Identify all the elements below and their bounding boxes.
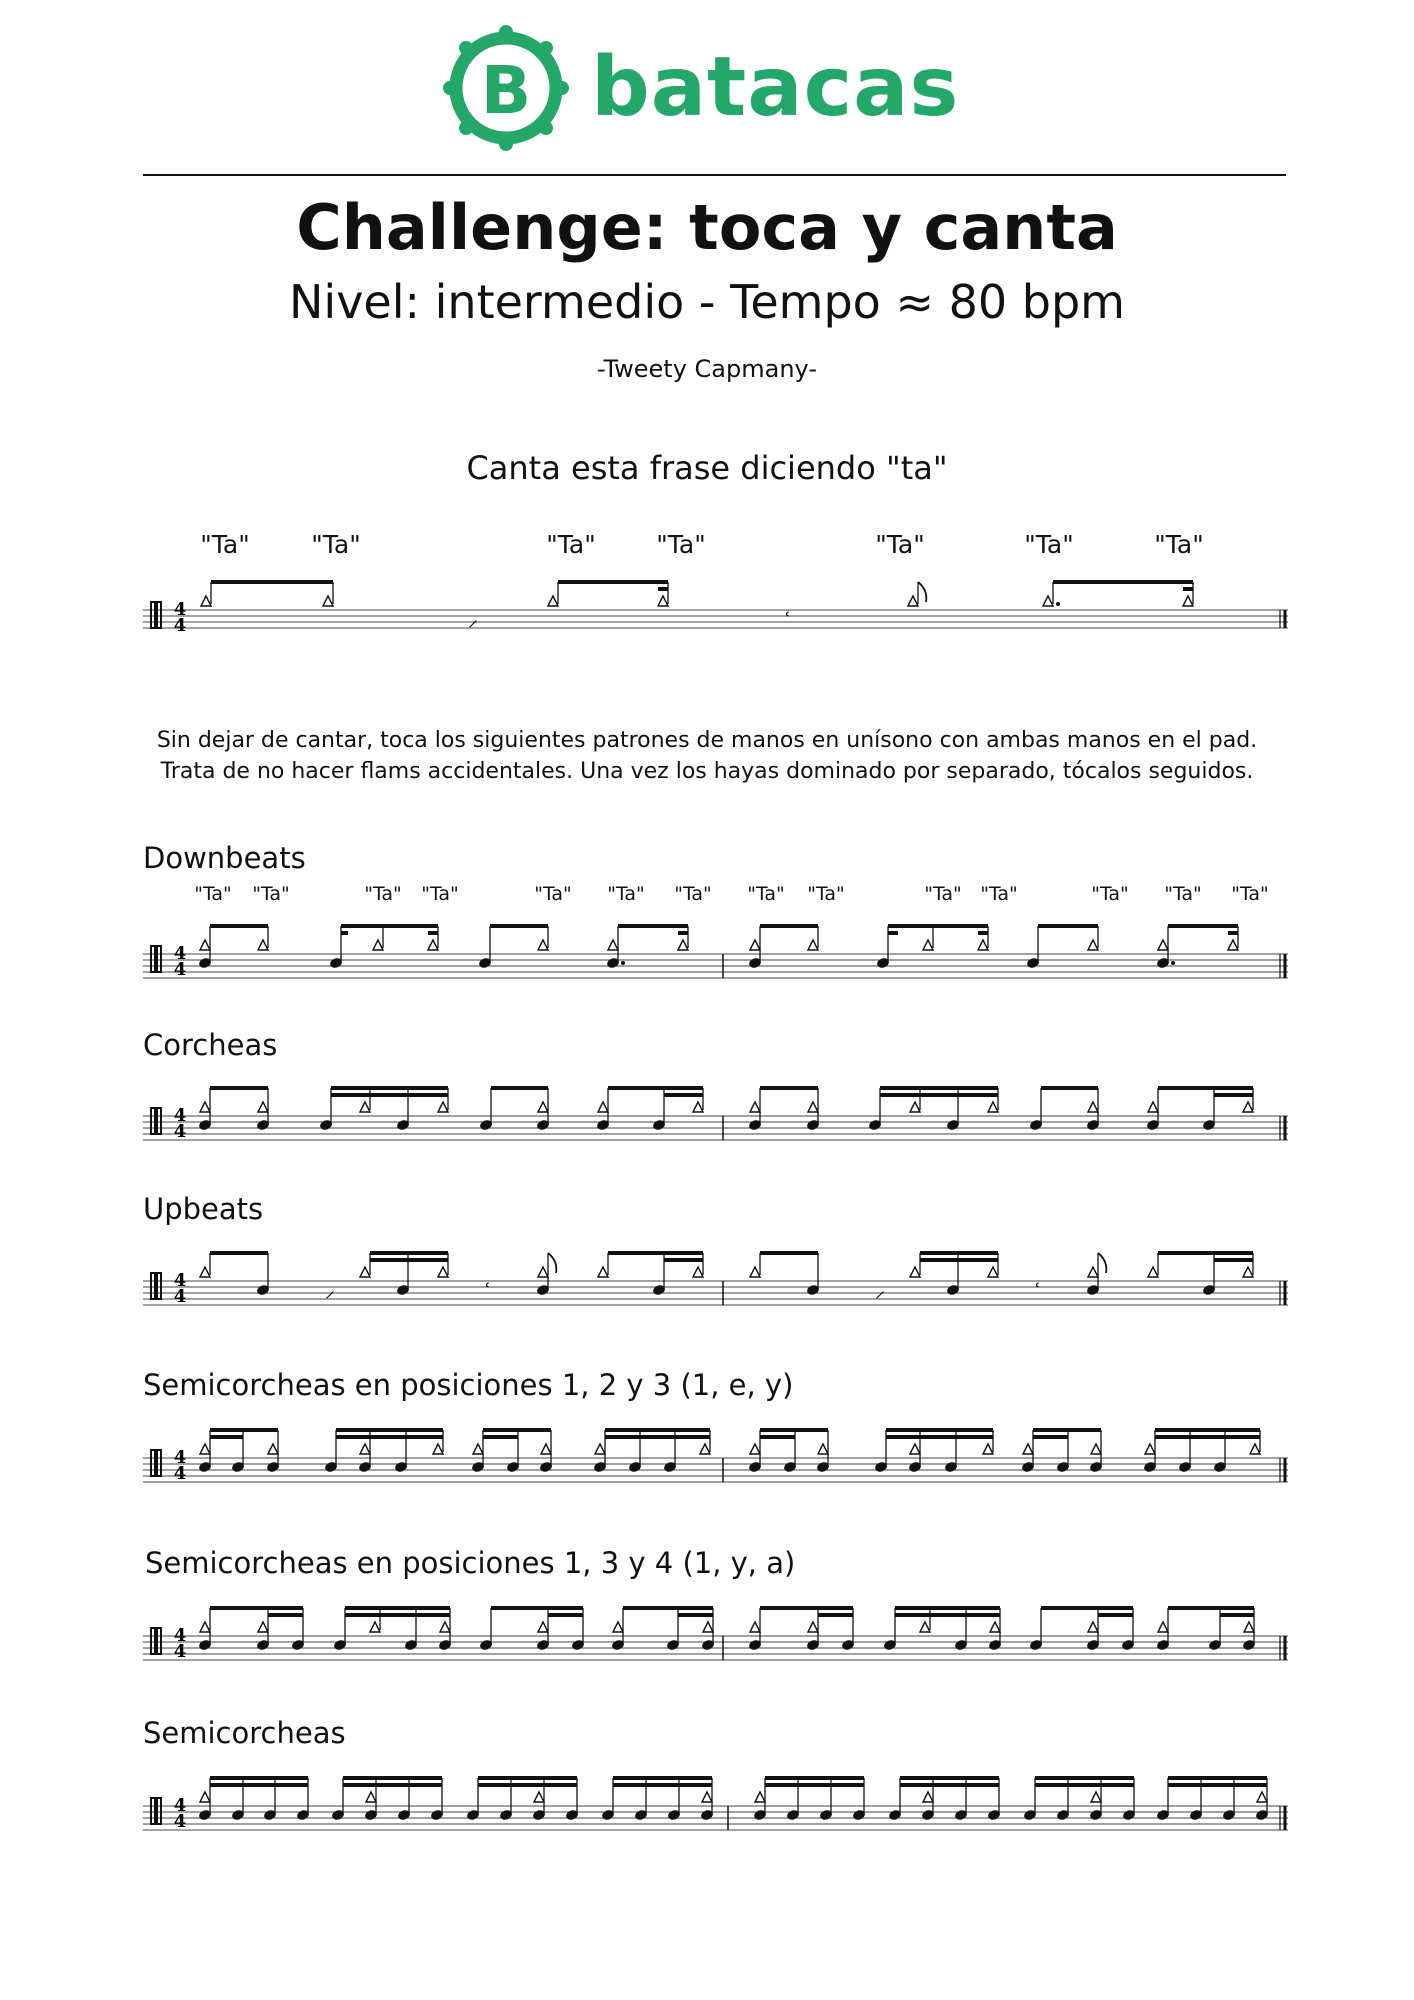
accent-triangle-note: [258, 940, 268, 950]
secondary-beam: [478, 1783, 577, 1787]
downbeat-syllable: "Ta": [1091, 883, 1129, 905]
time-signature-bottom: 4: [173, 959, 187, 980]
accent-triangle-note: [808, 1102, 818, 1112]
secondary-beam: [678, 1613, 713, 1617]
beam: [1168, 1606, 1254, 1610]
percussion-clef: [151, 946, 155, 972]
secondary-beam: [920, 1258, 998, 1262]
beam: [370, 1251, 448, 1255]
accent-triangle-note: [808, 1622, 818, 1632]
phrase-heading: Canta esta frase diciendo "ta": [466, 449, 948, 487]
accent-triangle-note: [438, 1102, 448, 1112]
time-signature-bottom: 4: [173, 1463, 187, 1484]
accent-triangle-note: [201, 596, 211, 606]
time-signature-top: 4: [173, 943, 187, 964]
accent-triangle-note: [1243, 1267, 1253, 1277]
accent-triangle-note: [1158, 940, 1168, 950]
accent-triangle-note: [360, 1267, 370, 1277]
secondary-beam: [664, 1093, 703, 1097]
accent-triangle-note: [200, 1792, 210, 1802]
beam: [760, 1251, 818, 1255]
notation-svg: [143, 1235, 1288, 1325]
accent-triangle-note: [978, 940, 988, 950]
accent-triangle-note: [1148, 1102, 1158, 1112]
secondary-beam: [978, 931, 988, 935]
accent-triangle-note: [818, 1444, 828, 1454]
time-signature-bottom: 4: [173, 1121, 187, 1142]
secondary-beam: [336, 1435, 443, 1439]
downbeat-syllable: "Ta": [747, 883, 785, 905]
secondary-beam: [760, 1435, 795, 1439]
secondary-beam: [664, 1258, 703, 1262]
beam: [491, 1086, 548, 1090]
accent-triangle-note: [908, 596, 918, 606]
time-signature-bottom: 4: [173, 1286, 187, 1307]
beam: [760, 1086, 818, 1090]
accent-triangle-note: [548, 596, 558, 606]
secondary-beam: [658, 587, 668, 591]
time-signature-top: 4: [173, 1105, 187, 1126]
beam: [1158, 1086, 1253, 1090]
beam: [1041, 1606, 1133, 1610]
beam: [210, 1251, 268, 1255]
svg-text:B: B: [480, 52, 532, 129]
secondary-beam: [895, 1613, 1000, 1617]
beam: [1168, 1776, 1267, 1780]
accent-triangle-note: [755, 1792, 765, 1802]
accent-triangle-note: [1148, 1267, 1158, 1277]
secondary-beam: [210, 1783, 308, 1787]
downbeat-syllable: "Ta": [607, 883, 645, 905]
secondary-beam: [210, 1435, 243, 1439]
accent-triangle-note: [658, 596, 668, 606]
accent-triangle-note: [910, 1267, 920, 1277]
secondary-beam: [1228, 931, 1238, 935]
secondary-beam: [370, 1258, 448, 1262]
accent-triangle-note: [808, 940, 818, 950]
secondary-beam: [818, 1613, 853, 1617]
beam: [920, 1251, 998, 1255]
time-signature-top: 4: [173, 1270, 187, 1291]
accent-triangle-note: [703, 1622, 713, 1632]
accent-triangle-note: [1158, 1622, 1168, 1632]
accent-triangle-note: [200, 1622, 210, 1632]
beam: [341, 924, 438, 928]
phrase-syllable: "Ta": [1024, 530, 1074, 559]
secondary-beam: [1155, 1435, 1260, 1439]
time-signature-top: 4: [173, 1447, 187, 1468]
percussion-clef: [157, 946, 161, 972]
accent-triangle-note: [433, 1444, 443, 1454]
accent-triangle-note: [1250, 1444, 1260, 1454]
beam: [765, 1776, 864, 1780]
semicorcheas-staff: [143, 1760, 1288, 1850]
downbeat-syllable: "Ta": [364, 883, 402, 905]
secondary-beam: [331, 1093, 448, 1097]
notation-svg: [143, 1412, 1288, 1502]
downbeat-syllable: "Ta": [1231, 883, 1269, 905]
time-signature-top: 4: [173, 599, 187, 620]
dot: [621, 961, 625, 965]
author-credit: -Tweety Capmany-: [597, 355, 817, 383]
semicorcheas-1-3-4-staff: [143, 1590, 1288, 1680]
accent-triangle-note: [1023, 1444, 1033, 1454]
accent-triangle-note: [920, 1622, 930, 1632]
secondary-beam: [765, 1783, 864, 1787]
beam: [888, 924, 988, 928]
accent-triangle-note: [438, 1267, 448, 1277]
batacas-drum-icon: [436, 20, 576, 155]
notation-svg: [143, 1590, 1288, 1680]
time-signature-top: 4: [173, 1795, 187, 1816]
beam: [210, 1086, 268, 1090]
rest: ⸝: [468, 607, 478, 631]
secondary-beam: [1183, 587, 1193, 591]
accent-triangle-note: [538, 940, 548, 950]
secondary-beam: [888, 931, 898, 935]
note-flag: [1098, 1253, 1106, 1273]
phrase-staff: [143, 530, 1288, 650]
beam: [490, 924, 548, 928]
secondary-beam: [900, 1783, 999, 1787]
beam: [886, 1428, 993, 1432]
secondary-beam: [886, 1435, 993, 1439]
time-signature-bottom: 4: [173, 1811, 187, 1832]
secondary-beam: [1033, 1435, 1068, 1439]
accent-triangle-note: [750, 940, 760, 950]
beam: [478, 1776, 577, 1780]
beam: [336, 1428, 443, 1432]
beam: [491, 1606, 583, 1610]
accent-triangle-note: [373, 940, 383, 950]
accent-triangle-note: [366, 1792, 376, 1802]
accent-triangle-note: [988, 1102, 998, 1112]
beam: [760, 1606, 853, 1610]
beam: [345, 1606, 450, 1610]
beam: [608, 1251, 703, 1255]
secondary-beam: [613, 1783, 712, 1787]
beam: [211, 580, 333, 584]
accent-triangle-note: [750, 1622, 760, 1632]
accent-triangle-note: [360, 1102, 370, 1112]
accent-triangle-note: [428, 940, 438, 950]
exercise-title-downbeats: Downbeats: [143, 841, 306, 875]
beam: [880, 1086, 998, 1090]
beam: [483, 1428, 551, 1432]
rest: ʿ: [784, 607, 792, 631]
accent-triangle-note: [702, 1792, 712, 1802]
accent-triangle-note: [923, 940, 933, 950]
accent-triangle-note: [538, 1267, 548, 1277]
exercise-title-semicorcheas-1-2-3: Semicorcheas en posiciones 1, 2 y 3 (1, e, y): [143, 1368, 794, 1402]
beam: [613, 1776, 712, 1780]
phrase-syllable: "Ta": [1154, 530, 1204, 559]
percussion-clef: [157, 1628, 161, 1654]
beam: [1035, 1776, 1134, 1780]
beam: [1155, 1428, 1260, 1432]
accent-triangle-note: [323, 596, 333, 606]
beam: [623, 1606, 713, 1610]
beam: [1053, 580, 1193, 584]
accent-triangle-note: [534, 1792, 544, 1802]
secondary-beam: [880, 1093, 998, 1097]
accent-triangle-note: [200, 940, 210, 950]
phrase-syllable: "Ta": [546, 530, 596, 559]
secondary-beam: [483, 1435, 518, 1439]
accent-triangle-note: [693, 1267, 703, 1277]
beam: [1033, 1428, 1101, 1432]
beam: [210, 1606, 303, 1610]
dot: [1056, 602, 1060, 606]
beam: [331, 1086, 448, 1090]
downbeat-syllable: "Ta": [674, 883, 712, 905]
accent-triangle-note: [693, 1102, 703, 1112]
beam: [900, 1776, 999, 1780]
accent-triangle-note: [910, 1444, 920, 1454]
secondary-beam: [548, 1613, 583, 1617]
phrase-syllable: "Ta": [875, 530, 925, 559]
time-signature-bottom: 4: [173, 615, 187, 636]
percussion-clef: [151, 1450, 155, 1476]
secondary-beam: [1098, 1613, 1133, 1617]
brand-logo: [436, 20, 996, 155]
percussion-clef: [157, 602, 161, 628]
accent-triangle-note: [541, 1444, 551, 1454]
secondary-beam: [1214, 1093, 1253, 1097]
accent-triangle-note: [473, 1444, 483, 1454]
notation-svg: [143, 1070, 1288, 1160]
accent-triangle-note: [538, 1622, 548, 1632]
downbeat-syllable: "Ta": [924, 883, 962, 905]
secondary-beam: [428, 931, 438, 935]
time-signature-top: 4: [173, 1625, 187, 1646]
secondary-beam: [605, 1435, 710, 1439]
accent-triangle-note: [200, 1444, 210, 1454]
downbeat-syllable: "Ta": [534, 883, 572, 905]
accent-triangle-note: [700, 1444, 710, 1454]
percussion-clef: [157, 1798, 161, 1824]
accent-triangle-note: [1088, 940, 1098, 950]
downbeat-syllable: "Ta": [194, 883, 232, 905]
accent-triangle-note: [258, 1622, 268, 1632]
accent-triangle-note: [608, 940, 618, 950]
page-subtitle: Nivel: intermedio - Tempo ≈ 80 bpm: [289, 275, 1125, 329]
secondary-beam: [343, 1783, 442, 1787]
accent-triangle-note: [923, 1792, 933, 1802]
beam: [895, 1606, 1000, 1610]
accent-triangle-note: [983, 1444, 993, 1454]
accent-triangle-note: [1183, 596, 1193, 606]
secondary-beam: [345, 1613, 450, 1617]
downbeat-syllable: "Ta": [1164, 883, 1202, 905]
accent-triangle-note: [1088, 1102, 1098, 1112]
beam: [605, 1428, 710, 1432]
accent-triangle-note: [370, 1622, 380, 1632]
accent-triangle-note: [440, 1622, 450, 1632]
secondary-beam: [341, 931, 348, 935]
rest: ʿ: [484, 1278, 492, 1302]
accent-triangle-note: [268, 1444, 278, 1454]
beam: [618, 924, 688, 928]
note-flag: [548, 1253, 556, 1273]
secondary-beam: [1168, 1783, 1267, 1787]
upbeats-staff: [143, 1235, 1288, 1325]
percussion-clef: [151, 602, 155, 628]
accent-triangle-note: [678, 940, 688, 950]
accent-triangle-note: [258, 1102, 268, 1112]
phrase-syllable: "Ta": [656, 530, 706, 559]
accent-triangle-note: [910, 1102, 920, 1112]
secondary-beam: [268, 1613, 303, 1617]
downbeat-syllable: "Ta": [980, 883, 1018, 905]
accent-triangle-note: [613, 1622, 623, 1632]
accent-triangle-note: [200, 1102, 210, 1112]
secondary-beam: [1214, 1258, 1253, 1262]
accent-triangle-note: [1145, 1444, 1155, 1454]
dot: [1171, 961, 1175, 965]
accent-triangle-note: [598, 1267, 608, 1277]
beam: [558, 580, 668, 584]
rest: ⸝: [875, 1278, 885, 1302]
page-title: Challenge: toca y canta: [296, 191, 1118, 264]
semicorcheas-1-2-3-staff: [143, 1412, 1288, 1502]
downbeat-syllable: "Ta": [421, 883, 459, 905]
exercise-title-semicorcheas-1-3-4: Semicorcheas en posiciones 1, 3 y 4 (1, y, a): [145, 1546, 796, 1580]
secondary-beam: [678, 931, 688, 935]
corcheas-staff: [143, 1070, 1288, 1160]
rest: ʿ: [1034, 1278, 1042, 1302]
accent-triangle-note: [598, 1102, 608, 1112]
accent-triangle-note: [1228, 940, 1238, 950]
percussion-clef: [157, 1450, 161, 1476]
beam: [1038, 924, 1098, 928]
beam: [1158, 1251, 1253, 1255]
beam: [210, 924, 268, 928]
percussion-clef: [157, 1273, 161, 1299]
downbeat-syllable: "Ta": [252, 883, 290, 905]
rest: ⸝: [325, 1278, 335, 1302]
beam: [760, 924, 818, 928]
beam: [1041, 1086, 1098, 1090]
brand-name: batacas: [591, 40, 960, 135]
accent-triangle-note: [1243, 1102, 1253, 1112]
secondary-beam: [1220, 1613, 1254, 1617]
percussion-clef: [151, 1273, 155, 1299]
beam: [210, 1428, 278, 1432]
accent-triangle-note: [595, 1444, 605, 1454]
accent-triangle-note: [988, 1267, 998, 1277]
percussion-clef: [151, 1798, 155, 1824]
accent-triangle-note: [1091, 1792, 1101, 1802]
accent-triangle-note: [750, 1444, 760, 1454]
accent-triangle-note: [538, 1102, 548, 1112]
exercise-title-corcheas: Corcheas: [143, 1028, 278, 1062]
instruction-line: Sin dejar de cantar, toca los siguientes patrones de manos en unísono con ambas manos en el pad.: [156, 728, 1258, 753]
beam: [608, 1086, 703, 1090]
percussion-clef: [151, 1108, 155, 1134]
beam: [343, 1776, 442, 1780]
accent-triangle-note: [360, 1444, 370, 1454]
accent-triangle-note: [990, 1622, 1000, 1632]
accent-triangle-note: [750, 1102, 760, 1112]
note-flag: [918, 582, 926, 602]
accent-triangle-note: [1043, 596, 1053, 606]
exercise-title-semicorcheas: Semicorcheas: [143, 1716, 346, 1750]
beam: [210, 1776, 308, 1780]
downbeats-staff: [143, 882, 1288, 1002]
accent-triangle-note: [1088, 1267, 1098, 1277]
notation-svg: [143, 1760, 1288, 1850]
accent-triangle-note: [200, 1267, 210, 1277]
downbeat-syllable: "Ta": [807, 883, 845, 905]
header-divider: [143, 174, 1286, 176]
phrase-syllable: "Ta": [200, 530, 250, 559]
exercise-title-upbeats: Upbeats: [143, 1192, 264, 1226]
time-signature-bottom: 4: [173, 1641, 187, 1662]
beam: [1168, 924, 1238, 928]
instruction-line: Trata de no hacer flams accidentales. Una vez los hayas dominado por separado, tócalos seguidos.: [160, 759, 1254, 784]
accent-triangle-note: [1091, 1444, 1101, 1454]
secondary-beam: [1035, 1783, 1134, 1787]
accent-triangle-note: [1257, 1792, 1267, 1802]
beam: [760, 1428, 828, 1432]
percussion-clef: [151, 1628, 155, 1654]
accent-triangle-note: [1244, 1622, 1254, 1632]
percussion-clef: [157, 1108, 161, 1134]
accent-triangle-note: [1088, 1622, 1098, 1632]
phrase-syllable: "Ta": [311, 530, 361, 559]
accent-triangle-note: [750, 1267, 760, 1277]
